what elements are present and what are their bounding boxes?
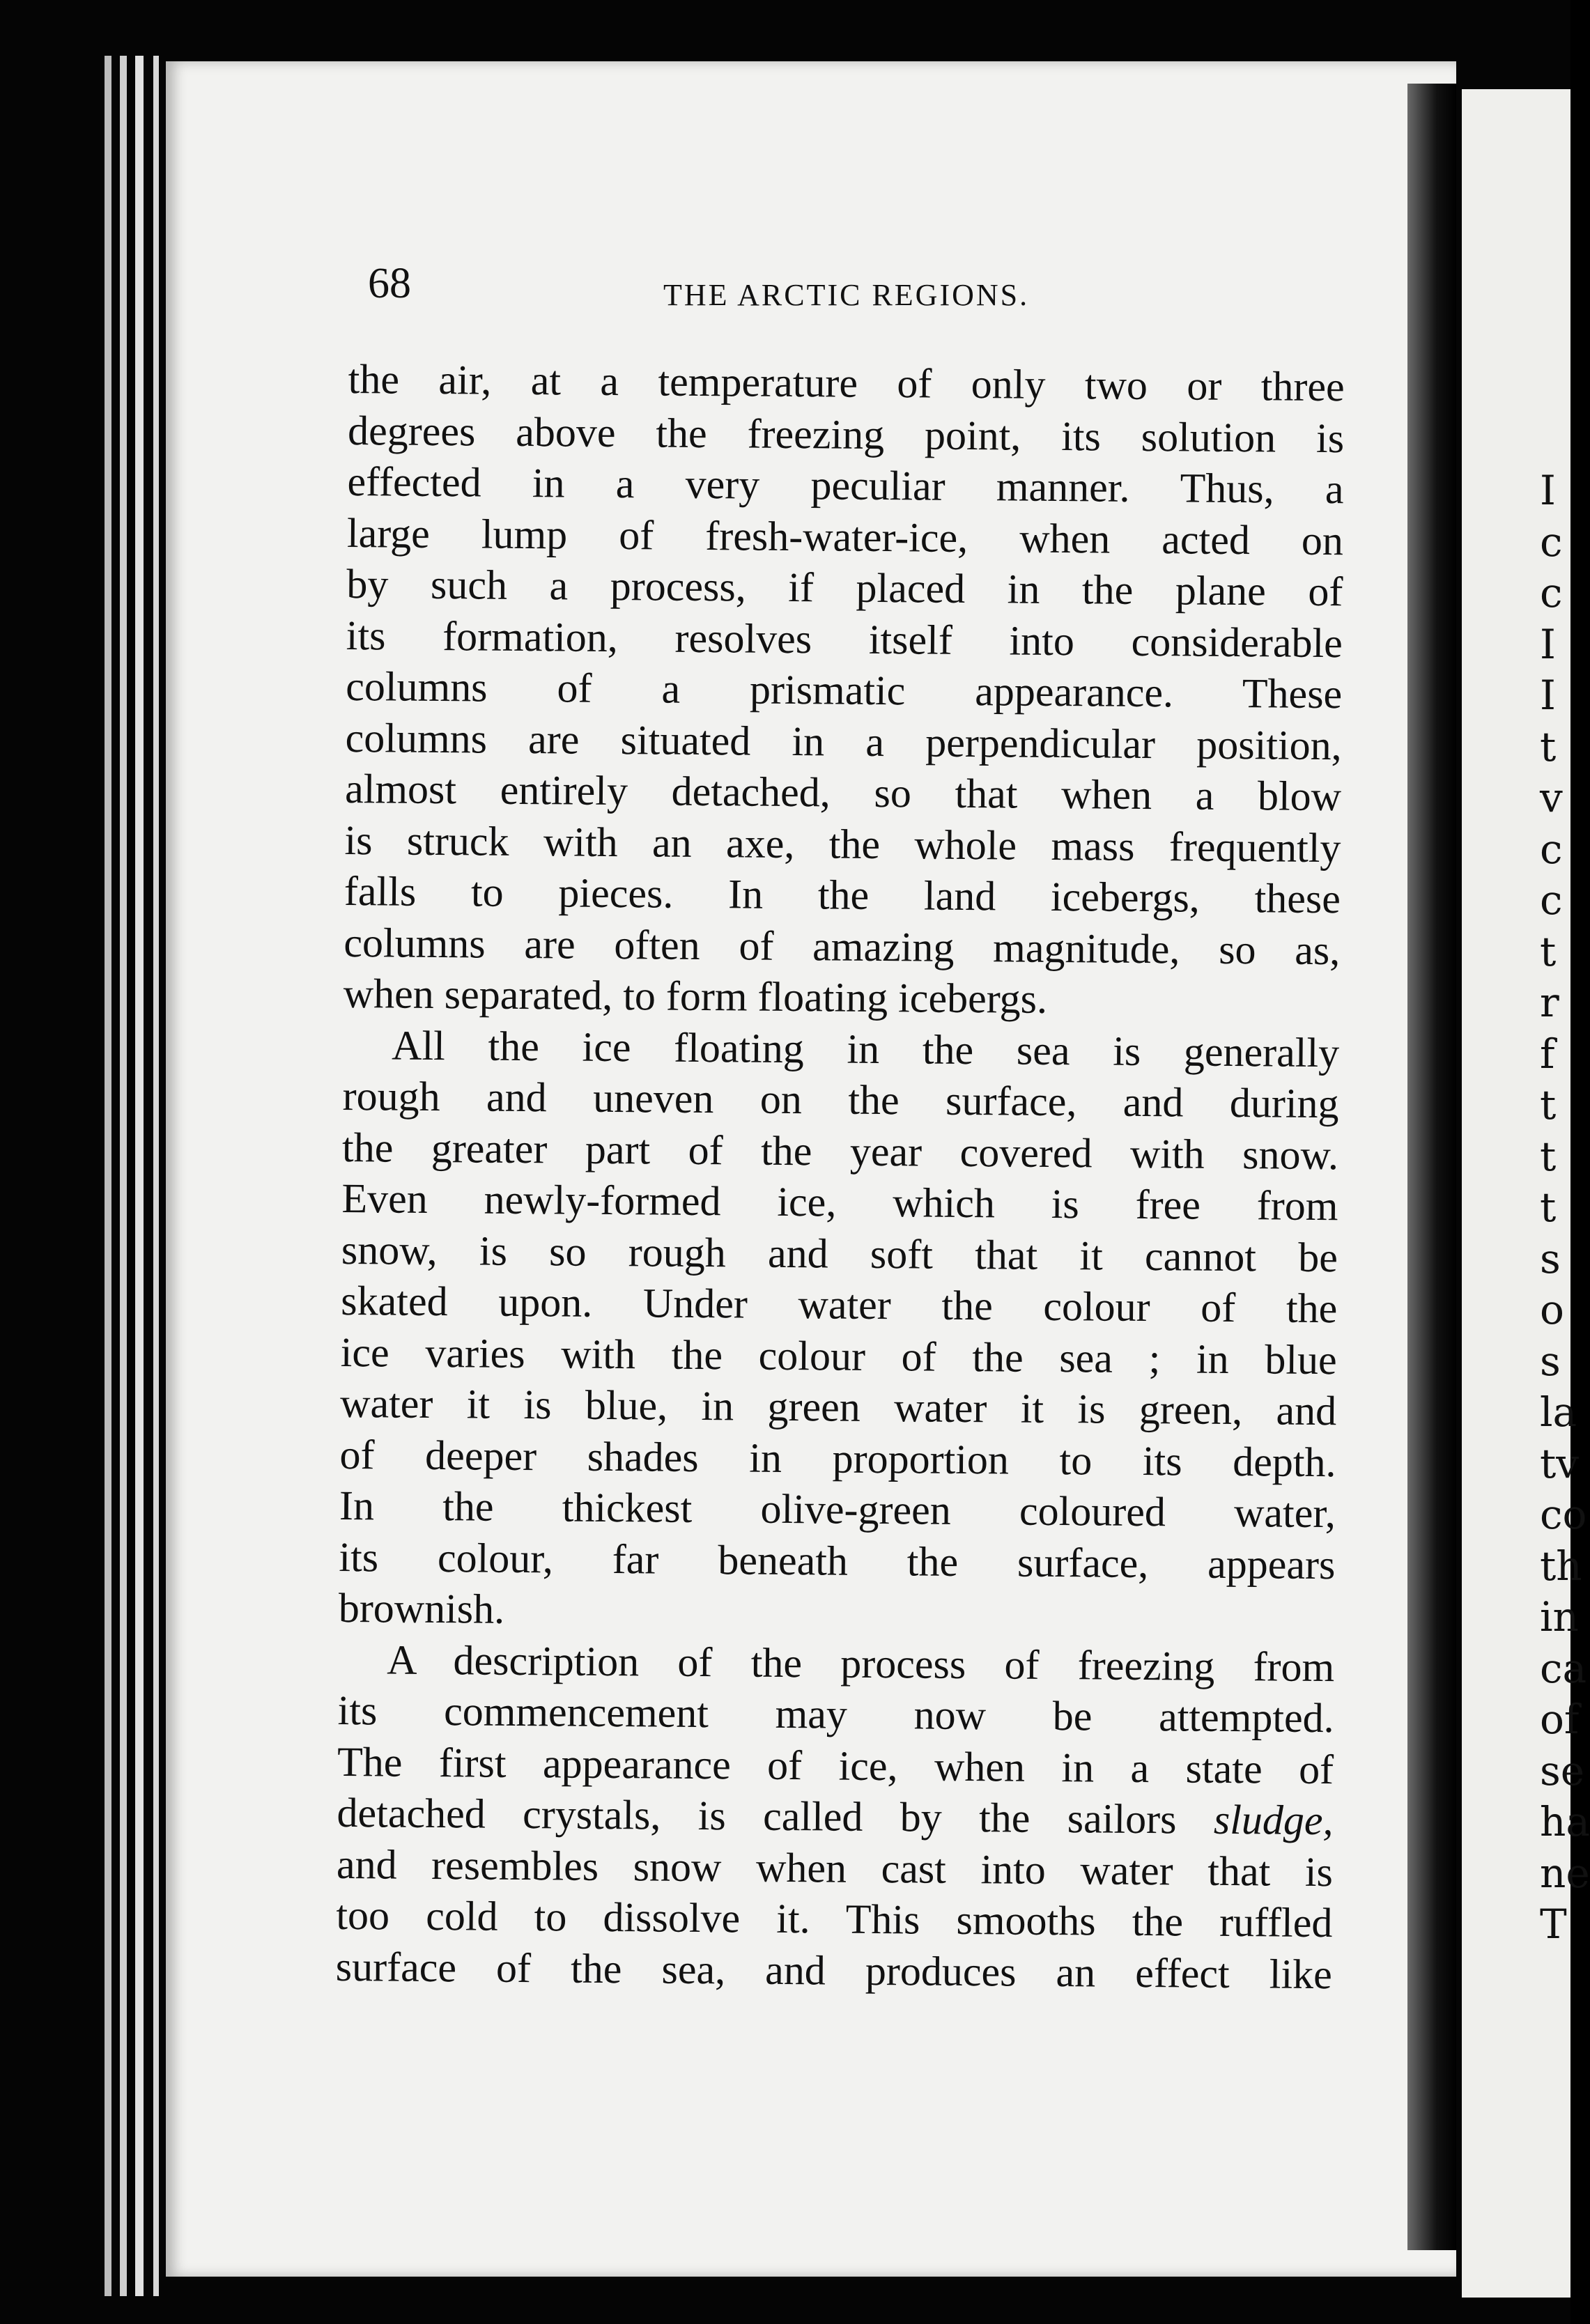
text-line: large lump of fresh-water-ice, when acted on: [346, 509, 1344, 564]
text-line: its colour, far beneath the surface, appears: [339, 1533, 1336, 1588]
text-line: is struck with an axe, the whole mass frequently: [344, 816, 1341, 871]
text-line: almost entirely detached, so that when a blow: [344, 765, 1342, 820]
page-edge: [105, 56, 111, 2296]
page-edge: [120, 56, 127, 2296]
text-line: water it is blue, in green water it is green, and: [339, 1379, 1337, 1434]
page-number: 68: [368, 260, 411, 307]
body-text: [336, 354, 1345, 2000]
text-line: surface of the sea, and produces an effect like: [335, 1943, 1333, 1997]
text-line: rough and uneven on the surface, and during: [342, 1072, 1339, 1127]
text-line: its commencement may now be attempted.: [337, 1687, 1334, 1742]
text-line: effected in a very peculiar manner. Thus, a: [347, 458, 1344, 513]
text-line: columns are situated in a perpendicular position,: [345, 714, 1342, 768]
text-line: A description of the process of freezing from: [387, 1636, 1335, 1690]
text-line: brownish.: [338, 1584, 505, 1632]
facing-page-fragment: [1462, 89, 1590, 2298]
text-line: columns of a prismatic appearance. These: [345, 663, 1343, 718]
text-line: when separated, to form floating icebergs.: [343, 970, 1048, 1022]
text-fragment: detached crystals, is called by the sailors: [337, 1789, 1177, 1843]
page-edge: [153, 56, 159, 2296]
text-line: The first appearance of ice, when in a state of: [337, 1738, 1334, 1792]
text-line: degrees above the freezing point, its solution is: [347, 407, 1345, 461]
text-line: skated upon. Under water the colour of the: [341, 1277, 1338, 1332]
facing-page-letters: I c c I I t v c c t r f t t t s o s la tv co th in ca of se ha ne T: [1540, 467, 1590, 1948]
text-line: the air, at a temperature of only two or three: [348, 355, 1345, 410]
text-line: All the ice floating in the sea is generally: [391, 1022, 1340, 1076]
text-line: of deeper shades in proportion to its depth.: [339, 1431, 1336, 1485]
text-line: its formation, resolves itself into considerable: [346, 612, 1343, 666]
text-line: In the thickest olive-green coloured water,: [339, 1482, 1336, 1537]
text-line: too cold to dissolve it. This smooths the ruffled: [336, 1891, 1333, 1946]
text-line: columns are often of amazing magnitude, so as,: [344, 919, 1341, 973]
text-line: the greater part of the year covered with snow.: [341, 1124, 1339, 1178]
page-gutter-shadow: [1407, 84, 1456, 2250]
text-line: snow, is so rough and soft that it cannot be: [341, 1226, 1338, 1280]
text-line: [337, 1788, 1334, 1847]
page-edge: [135, 56, 144, 2296]
text-line: ice varies with the colour of the sea ; in blue: [340, 1328, 1337, 1383]
text-line: falls to pieces. In the land icebergs, these: [344, 867, 1341, 922]
running-head-title: THE ARCTIC REGIONS.: [663, 278, 1030, 312]
italic-term: sludge,: [1213, 1796, 1334, 1844]
text-line: and resembles snow when cast into water that is: [336, 1841, 1334, 1895]
text-line: by such a process, if placed in the plane of: [346, 560, 1343, 615]
text-line: Even newly-formed ice, which is free from: [341, 1175, 1338, 1230]
